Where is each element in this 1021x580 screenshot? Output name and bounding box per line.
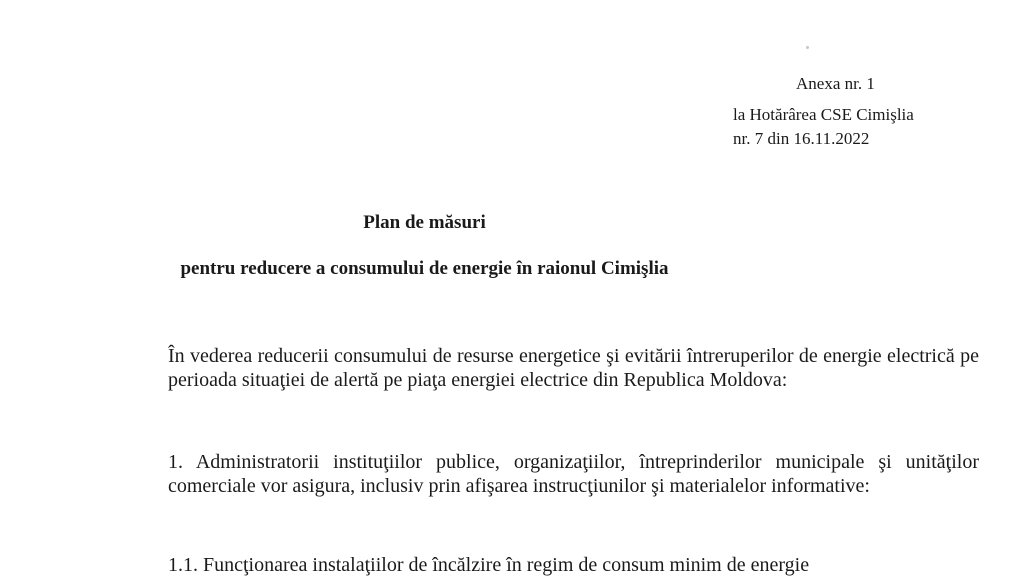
document-title: Plan de măsuri (363, 212, 486, 233)
intro-paragraph: În vederea reducerii consumului de resurse energetice şi evitării întreruperilor de energie electrică pe perioada situaţiei de alertă pe piaţa energiei electrice din Republica Moldova: (168, 345, 979, 391)
document-subtitle: pentru reducere a consumului de energie în raionul Cimişlia (180, 258, 669, 279)
annex-decision-number-date: nr. 7 din 16.11.2022 (733, 129, 870, 148)
annex-decision: la Hotărârea CSE Cimişlia (733, 105, 914, 124)
paragraph-item-1: 1. Administratorii instituţiilor publice, organizaţiilor, întreprinderilor municipale şi unităţilor comerciale vor asigura, inclusiv prin afişarea instrucţiunilor şi materialelor informative: (168, 451, 979, 497)
scan-speck (806, 46, 809, 49)
paragraph-item-1-1: 1.1. Funcţionarea instalaţiilor de încălzire în regim de consum minim de energie (168, 554, 810, 576)
annex-number: Anexa nr. 1 (796, 74, 875, 93)
